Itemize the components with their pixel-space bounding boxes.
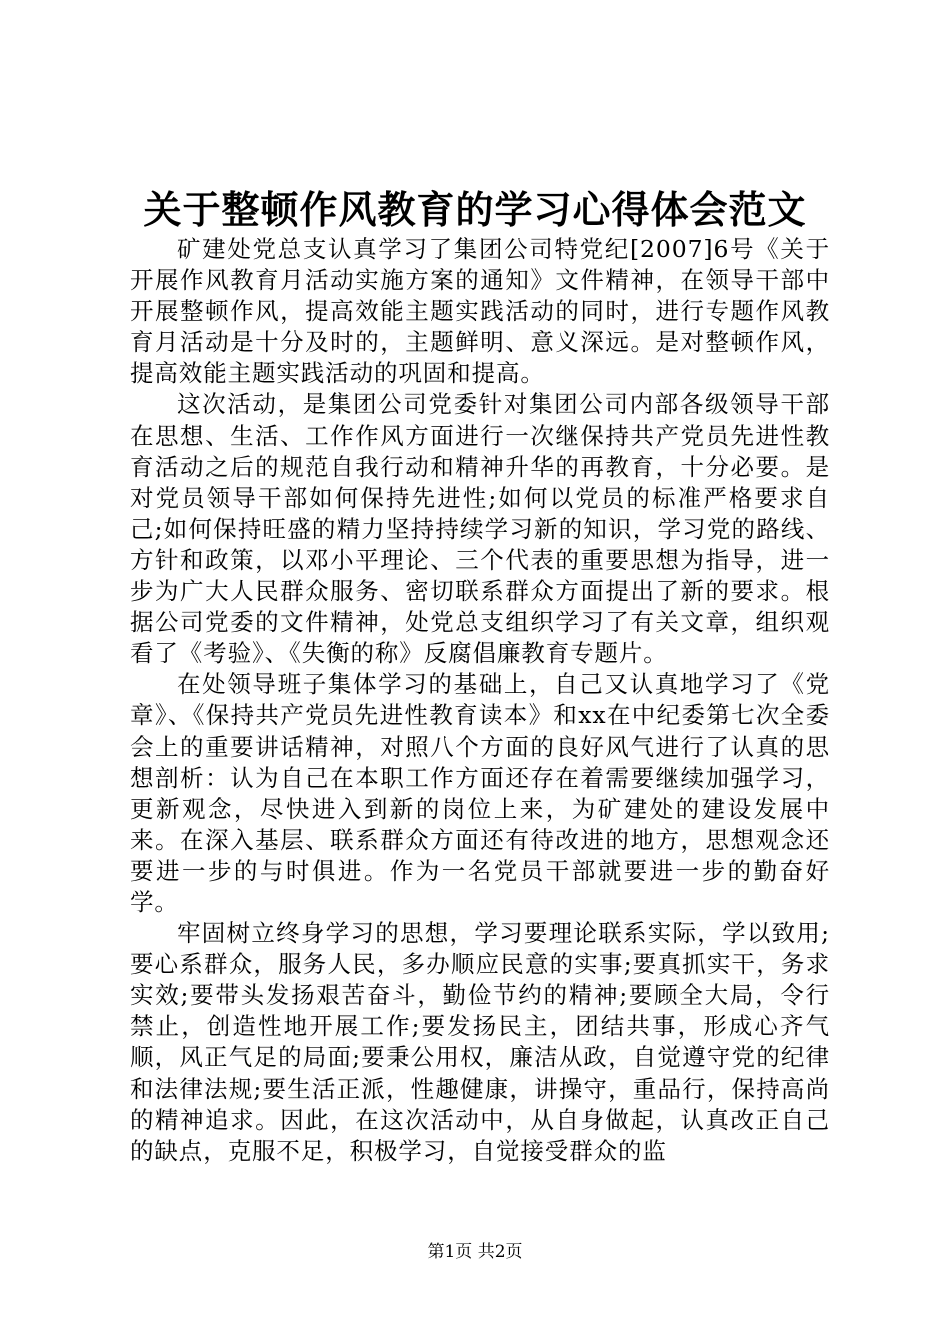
page-footer: 第1页 共2页 [427,1242,523,1262]
paragraph-1: 矿建处党总支认真学习了集团公司特党纪[2007]6号《关于开展作风教育月活动实施方案的通知》文件精神，在领导干部中开展整顿作风，提高效能主题实践活动的同时，进行专题作风教育月活动是十分及时的，主题鲜明、意义深远。是对整顿作风，提高效能主题实践活动的巩固和提高。 [130,235,830,388]
document-body [130,234,830,1167]
paragraph-3: 在处领导班子集体学习的基础上，自己又认真地学习了《党章》、《保持共产党员先进性教育读本》和xx在中纪委第七次全委会上的重要讲话精神，对照八个方面的良好风气进行了认真的思想剖析：认为自己在本职工作方面还存在着需要继续加强学习，更新观念，尽快进入到新的岗位上来，为矿建处的建设发展中来。在深入基层、联系群众方面还有待改进的地方，思想观念还要进一步的与时俱进。作为一名党员干部就要进一步的勤奋好学。 [130,670,830,916]
document-title: 关于整顿作风教育的学习心得体会范文 [143,187,807,232]
paragraph-4: 牢固树立终身学习的思想，学习要理论联系实际，学以致用;要心系群众，服务人民，多办顺应民意的实事;要真抓实干，务求实效;要带头发扬艰苦奋斗，勤俭节约的精神;要顾全大局，令行禁止，创造性地开展工作;要发扬民主，团结共事，形成心齐气顺，风正气足的局面;要秉公用权，廉洁从政，自觉遵守党的纪律和法律法规;要生活正派，性趣健康，讲操守，重品行，保持高尚的精神追求。因此，在这次活动中，从自身做起，认真改正自己的缺点，克服不足，积极学习，自觉接受群众的监 [130,919,830,1165]
paragraph-2: 这次活动，是集团公司党委针对集团公司内部各级领导干部在思想、生活、工作作风方面进行一次继保持共产党员先进性教育活动之后的规范自我行动和精神升华的再教育，十分必要。是对党员领导干部如何保持先进性;如何以党员的标准严格要求自己;如何保持旺盛的精力坚持持续学习新的知识，学习党的路线、方针和政策，以邓小平理论、三个代表的重要思想为指导，进一步为广大人民群众服务、密切联系群众方面提出了新的要求。根据公司党委的文件精神，处党总支组织学习了有关文章，组织观看了《考验》、《失衡的称》反腐倡廉教育专题片。 [130,390,830,668]
